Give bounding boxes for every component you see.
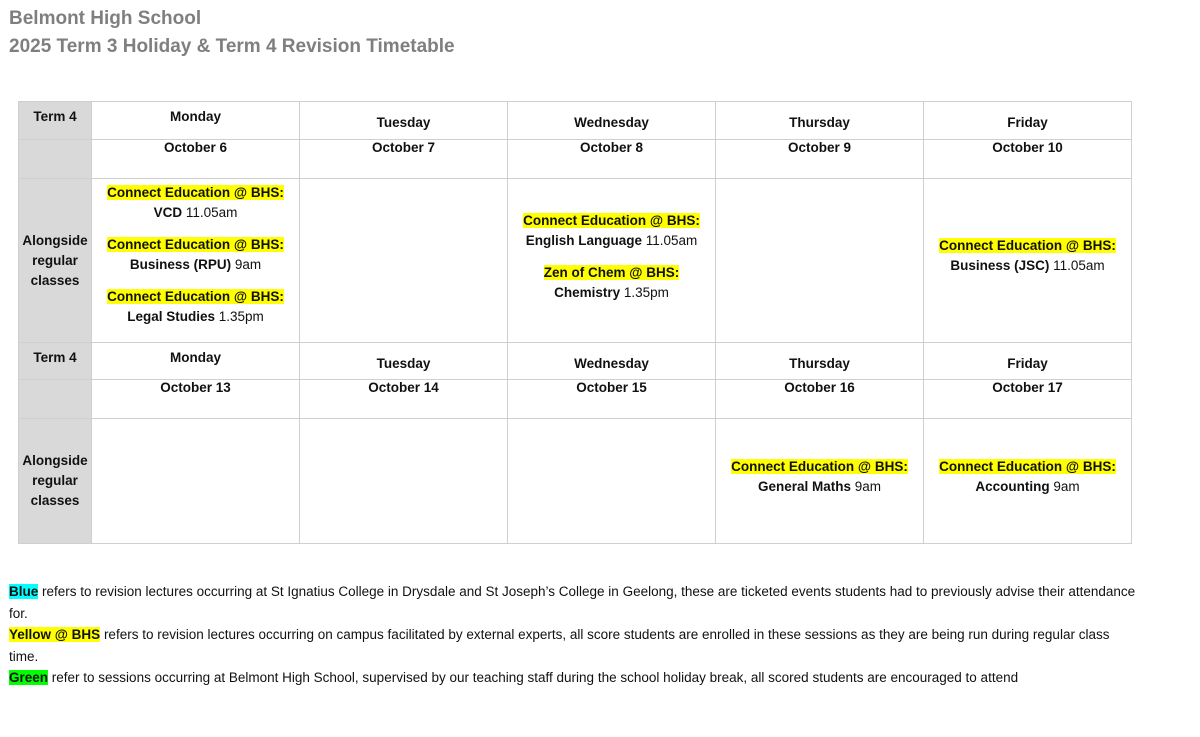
date-row	[19, 380, 1132, 419]
session-cell	[92, 419, 300, 544]
session-subject: Business (RPU)	[129, 257, 232, 272]
day-header-thursday: Thursday	[716, 102, 924, 140]
day-header-friday: Friday	[924, 343, 1132, 380]
provider-highlight: Connect Education @ BHS:	[107, 185, 284, 200]
session-block	[92, 287, 299, 327]
session-detail	[508, 231, 715, 251]
side-blank	[19, 140, 92, 179]
day-header-friday: Friday	[924, 102, 1132, 140]
session-subject: Business (JSC)	[950, 258, 1050, 273]
timetable-title: 2025 Term 3 Holiday & Term 4 Revision Timetable	[9, 36, 455, 57]
legend-key-green: Green	[9, 670, 49, 685]
day-header-tuesday: Tuesday	[300, 343, 508, 380]
date-cell: October 16	[716, 380, 924, 419]
session-block	[924, 236, 1131, 276]
row-label: Alongside regular classes	[19, 419, 92, 544]
legend-yellow	[9, 624, 1139, 667]
row-label: Alongside regular classes	[19, 179, 92, 343]
date-cell: October 14	[300, 380, 508, 419]
session-block	[92, 235, 299, 275]
session-detail	[92, 203, 299, 223]
session-detail	[924, 256, 1131, 276]
session-block	[508, 211, 715, 251]
day-header-monday: Monday	[92, 343, 300, 380]
session-time: 1.35pm	[623, 285, 669, 300]
week-header-row	[19, 343, 1132, 380]
session-detail	[716, 477, 923, 497]
session-provider	[508, 263, 715, 283]
session-detail	[924, 477, 1131, 497]
day-header-wednesday: Wednesday	[508, 102, 716, 140]
term-label: Term 4	[19, 102, 92, 140]
session-time: 1.35pm	[218, 309, 264, 324]
provider-highlight: Connect Education @ BHS:	[939, 459, 1116, 474]
session-block	[508, 263, 715, 303]
date-cell: October 13	[92, 380, 300, 419]
session-time: 9am	[234, 257, 262, 272]
legend-text-blue: refers to revision lectures occurring at St Ignatius College in Drysdale and St Joseph’s College in Geelong, these are ticketed events students had to previously advise their attendance for.	[9, 584, 1136, 621]
session-cell	[92, 179, 300, 343]
term-label: Term 4	[19, 343, 92, 380]
legend-key-yellow: Yellow @ BHS	[9, 627, 101, 642]
legend-blue	[9, 581, 1139, 624]
session-cell	[508, 419, 716, 544]
date-cell: October 6	[92, 140, 300, 179]
colour-legend	[9, 581, 1139, 689]
session-detail	[508, 283, 715, 303]
session-cell	[300, 179, 508, 343]
day-header-monday: Monday	[92, 102, 300, 140]
session-subject: VCD	[153, 205, 183, 220]
session-provider	[92, 287, 299, 307]
session-time: 9am	[854, 479, 882, 494]
session-cell	[508, 179, 716, 343]
day-header-tuesday: Tuesday	[300, 102, 508, 140]
session-cell	[300, 419, 508, 544]
provider-highlight: Connect Education @ BHS:	[107, 289, 284, 304]
date-row	[19, 140, 1132, 179]
day-header-wednesday: Wednesday	[508, 343, 716, 380]
date-cell: October 8	[508, 140, 716, 179]
provider-highlight: Zen of Chem @ BHS:	[543, 265, 680, 280]
session-provider	[924, 457, 1131, 477]
session-subject: English Language	[525, 233, 642, 248]
session-cell	[924, 179, 1132, 343]
provider-highlight: Connect Education @ BHS:	[939, 238, 1116, 253]
date-cell: October 15	[508, 380, 716, 419]
session-provider	[508, 211, 715, 231]
session-subject: Chemistry	[554, 285, 621, 300]
session-block	[92, 183, 299, 223]
session-cell	[716, 419, 924, 544]
day-header-thursday: Thursday	[716, 343, 924, 380]
revision-timetable	[18, 101, 1132, 544]
session-provider	[92, 235, 299, 255]
session-cell	[924, 419, 1132, 544]
session-row	[19, 419, 1132, 544]
session-time: 11.05am	[1053, 258, 1105, 273]
legend-text-green: refer to sessions occurring at Belmont High School, supervised by our teaching staff during the school holiday break, all scored students are encouraged to attend	[48, 670, 1019, 685]
session-block	[716, 457, 923, 497]
provider-highlight: Connect Education @ BHS:	[107, 237, 284, 252]
date-cell: October 10	[924, 140, 1132, 179]
provider-highlight: Connect Education @ BHS:	[731, 459, 908, 474]
legend-green	[9, 667, 1139, 689]
session-detail	[92, 307, 299, 327]
week-header-row	[19, 102, 1132, 140]
date-cell: October 9	[716, 140, 924, 179]
legend-key-blue: Blue	[9, 584, 39, 599]
session-subject: General Maths	[757, 479, 851, 494]
session-time: 9am	[1053, 479, 1080, 494]
session-provider	[924, 236, 1131, 256]
session-time: 11.05am	[645, 233, 698, 248]
session-provider	[92, 183, 299, 203]
session-subject: Legal Studies	[127, 309, 215, 324]
session-provider	[716, 457, 923, 477]
session-cell	[716, 179, 924, 343]
session-time: 11.05am	[185, 205, 238, 220]
side-blank	[19, 380, 92, 419]
school-name: Belmont High School	[9, 8, 202, 29]
provider-highlight: Connect Education @ BHS:	[523, 213, 700, 228]
date-cell: October 7	[300, 140, 508, 179]
date-cell: October 17	[924, 380, 1132, 419]
legend-text-yellow: refers to revision lectures occurring on campus facilitated by external experts, all score students are enrolled in these sessions as they are being run during regular class time.	[9, 627, 1110, 664]
session-row	[19, 179, 1132, 343]
session-block	[924, 457, 1131, 497]
session-subject: Accounting	[975, 479, 1050, 494]
session-detail	[92, 255, 299, 275]
